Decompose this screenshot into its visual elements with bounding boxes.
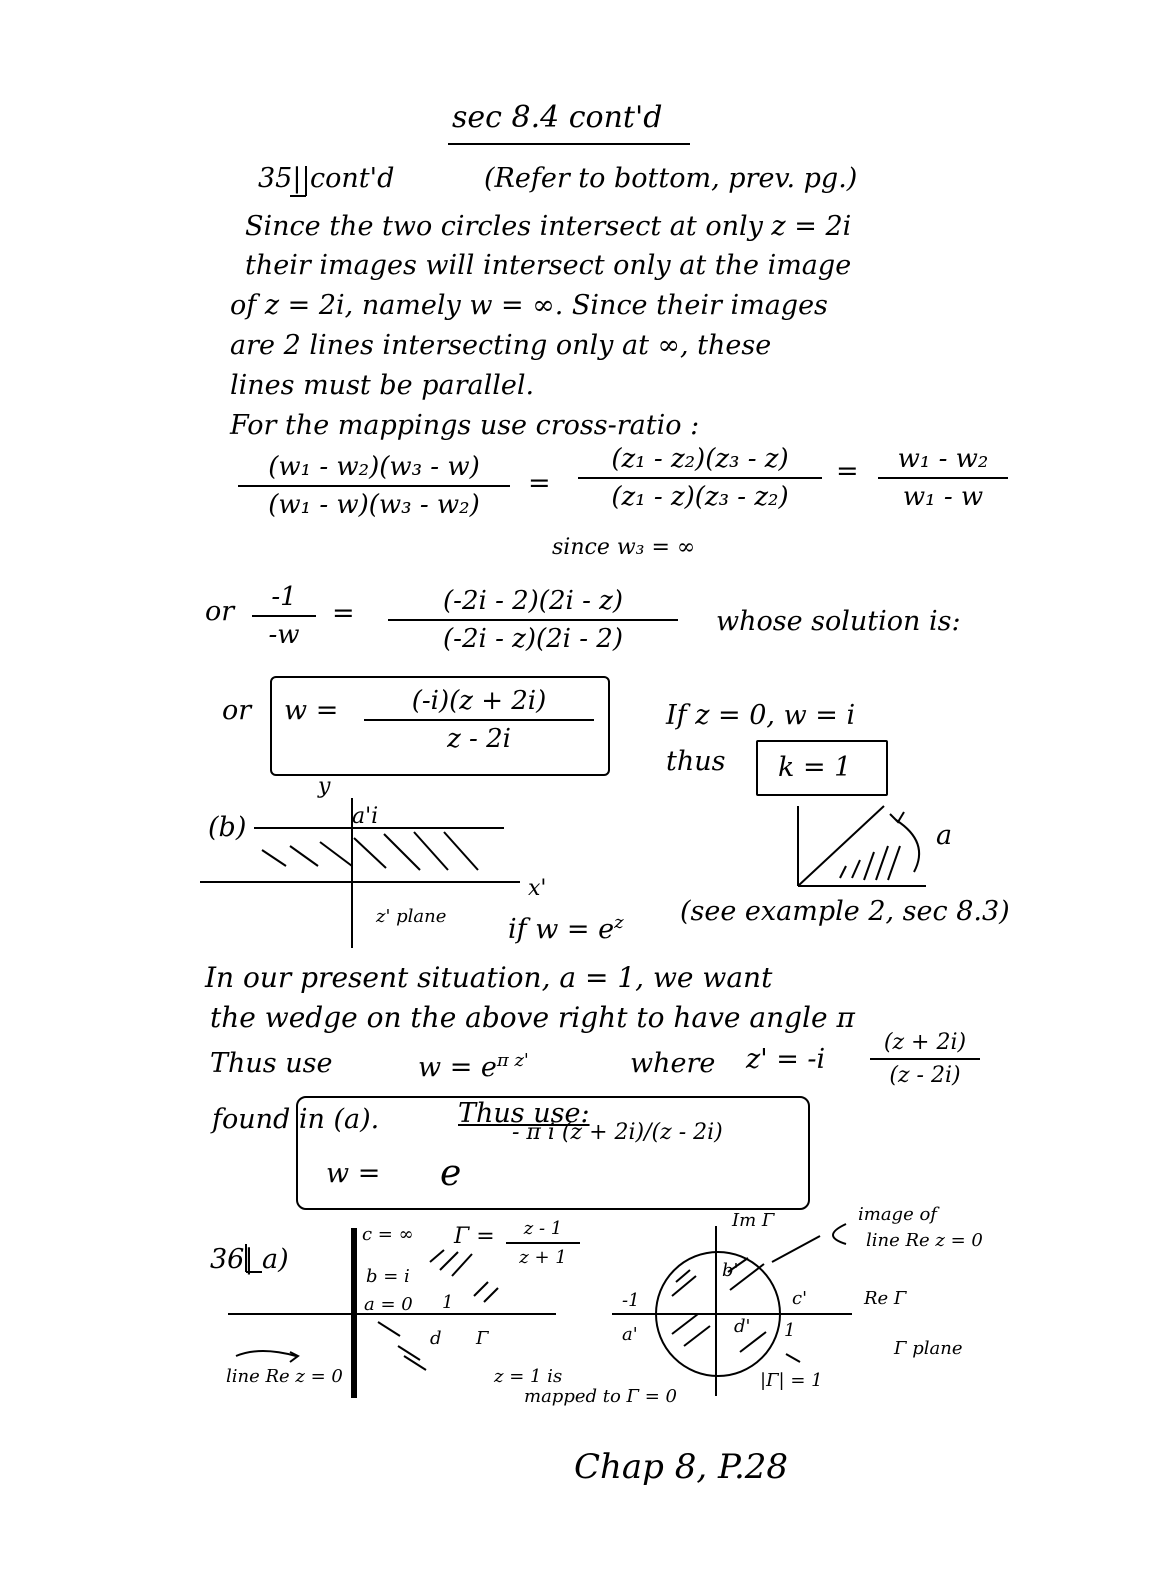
gamma-num: z - 1 — [523, 1218, 563, 1239]
one-left: 1 — [442, 1292, 454, 1313]
mapped-line-2: mapped to Γ = 0 — [524, 1386, 677, 1407]
x-axis-label: x' — [528, 876, 547, 901]
section-title: sec 8.4 cont'd — [452, 100, 663, 135]
zprime-den: (z - 2i) — [870, 1058, 980, 1088]
page-footer: Chap 8, P.28 — [574, 1447, 789, 1487]
image-of-1: image of — [858, 1204, 937, 1225]
solution-den: z - 2i — [364, 719, 594, 754]
since-note: since w₃ = ∞ — [552, 535, 696, 560]
text-line-1: Since the two circles intersect at only z = 2i — [245, 211, 852, 242]
d-label: d — [430, 1328, 442, 1349]
z-plane-label: z' plane — [376, 906, 447, 927]
see-example: (see example 2, sec 8.3) — [680, 896, 1010, 927]
final-e: e — [440, 1153, 462, 1194]
gamma-den: z + 1 — [506, 1242, 580, 1268]
problem-36-label: 36| a) — [210, 1244, 289, 1275]
cross-ratio-lhs-num: (w₁ - w₂)(w₃ - w) — [268, 452, 480, 482]
text-line-8: the wedge on the above right to have angle π — [210, 1001, 855, 1034]
z-plane-graph — [200, 798, 520, 948]
b-prime: b' — [722, 1260, 739, 1281]
text-line-6: For the mappings use cross-ratio : — [230, 410, 700, 441]
gamma-plane: Γ plane — [894, 1338, 963, 1359]
found-in-a: found in (a). — [212, 1104, 380, 1135]
cross-ratio-mid-num: (z₁ - z₂)(z₃ - z) — [611, 444, 789, 474]
cross-ratio-rhs-den: w₁ - w — [878, 477, 1008, 512]
refer-note: (Refer to bottom, prev. pg.) — [484, 163, 858, 194]
check-thus: thus — [666, 746, 726, 777]
text-line-5: lines must be parallel. — [230, 370, 535, 401]
k-value: k = 1 — [778, 752, 852, 783]
line-re-z: line Re z = 0 — [226, 1366, 343, 1387]
if-w-text: if w = e — [508, 914, 615, 945]
cross-ratio-lhs-den: (w₁ - w)(w₃ - w₂) — [238, 485, 510, 520]
a-prime: a' — [622, 1324, 638, 1345]
whose-solution: whose solution is: — [716, 606, 961, 637]
step2-lhs-num: -1 — [271, 582, 297, 612]
r-label: Γ — [476, 1328, 489, 1349]
cross-ratio-mid-den: (z₁ - z)(z₃ - z₂) — [578, 477, 822, 512]
zprime-eq: z' = -i — [746, 1044, 826, 1075]
one-right: 1 — [784, 1320, 796, 1341]
step2-rhs-den: (-2i - z)(2i - 2) — [388, 619, 678, 654]
check-if: If z = 0, w = i — [666, 700, 856, 731]
part-b-label: (b) — [208, 812, 247, 843]
re-gamma: Re Γ — [864, 1288, 907, 1309]
minus-one: -1 — [622, 1290, 640, 1311]
step2-lhs-den: -w — [252, 615, 316, 650]
gamma-plane-graph — [612, 1224, 852, 1396]
thus-use-2: Thus use: — [458, 1098, 590, 1129]
final-exponent: - π i (z + 2i)/(z - 2i) — [512, 1120, 723, 1145]
solution-num: (-i)(z + 2i) — [411, 686, 547, 716]
c-prime: c' — [792, 1288, 808, 1309]
im-gamma: Im Γ — [732, 1210, 775, 1231]
where-label: where — [630, 1048, 716, 1079]
or-label-1: or — [205, 596, 235, 627]
text-line-7: In our present situation, a = 1, we want — [205, 961, 773, 994]
solution-w: w = — [284, 695, 339, 726]
d-prime: d' — [734, 1316, 751, 1337]
gamma-eq: Γ = — [454, 1224, 495, 1249]
cross-ratio-rhs-num: w₁ - w₂ — [897, 444, 989, 474]
b-i: b = i — [366, 1266, 410, 1287]
image-of-2: line Re z = 0 — [866, 1230, 983, 1251]
equals-sign-2: = — [836, 456, 859, 487]
ai-label: a'i — [352, 804, 379, 829]
y-axis-label: y — [318, 774, 331, 799]
thus-use-1: Thus use — [210, 1048, 333, 1079]
if-w-exp: z — [614, 912, 624, 933]
mod-gamma: |Γ| = 1 — [760, 1370, 823, 1391]
problem-35-label: 35| cont'd — [258, 163, 395, 194]
text-line-4: are 2 lines intersecting only at ∞, these — [230, 330, 772, 361]
c-infinity: c = ∞ — [362, 1224, 414, 1245]
step2-rhs-num: (-2i - 2)(2i - z) — [443, 586, 623, 616]
equals-sign-3: = — [332, 598, 355, 629]
wedge-a-label: a — [936, 820, 953, 851]
zprime-num: (z + 2i) — [883, 1030, 967, 1055]
w-eq-exp-sup: π z' — [496, 1050, 529, 1071]
w-eq-text: w = e — [418, 1052, 497, 1083]
mapped-line-1: z = 1 is — [494, 1366, 563, 1387]
text-line-2: their images will intersect only at the image — [245, 250, 852, 281]
equals-sign-1: = — [528, 468, 551, 499]
text-line-3: of z = 2i, namely w = ∞. Since their images — [230, 290, 828, 321]
wedge-graph — [798, 806, 926, 886]
a-0: a = 0 — [364, 1294, 413, 1315]
or-label-2: or — [222, 695, 252, 726]
final-w: w = — [326, 1158, 381, 1189]
